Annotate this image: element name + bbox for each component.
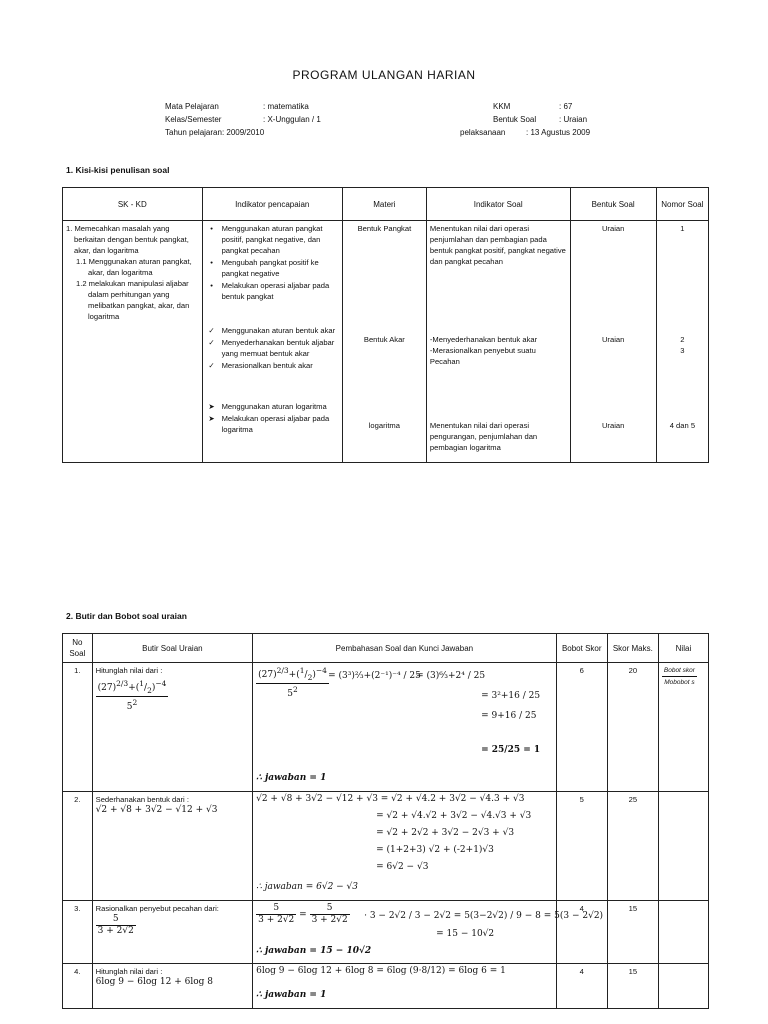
col-header: Indikator pencapaian	[202, 188, 342, 221]
indikator-soal-text: Menentukan nilai dari operasi pengurangan, penjumlahan dan pembagian logaritma	[429, 421, 538, 452]
kd-text: 1.1 Menggunakan aturan pangkat, akar, dan logaritma	[76, 257, 192, 277]
kelas-label: Kelas/Semester	[165, 115, 222, 124]
table-row	[63, 221, 709, 463]
sk-text: 1. Memecahkan masalah yang berkaitan dengan bentuk pangkat, akar, dan logaritma	[66, 224, 189, 255]
check-icon: ✓	[208, 326, 215, 335]
mapel-label: Mata Pelajaran	[165, 102, 219, 111]
indikator-cell	[202, 221, 342, 463]
solution-start: $\frac{5}{3 + 2√2}$ = $\frac{5}{3 + 2√2}$	[258, 903, 348, 925]
bobot-cell: 4	[556, 901, 607, 964]
meta-right	[460, 100, 680, 139]
col-header: Skor Maks.	[607, 634, 658, 663]
question-text: Sederhanakan bentuk dari :	[95, 795, 189, 804]
nilai-cell	[658, 663, 708, 792]
question-cell	[92, 901, 252, 964]
check-icon: ✓	[208, 338, 215, 347]
indikator-text: Menggunakan aturan pangkat positif, pangkat negative, dan pangkat pecahan	[221, 224, 323, 255]
tahun-label: Tahun pelajaran	[165, 128, 222, 137]
solution-step: √2 + √8 + 3√2 − √12 + √3 = √2 + √4.2 + 3√2 − √4.3 + √3	[256, 794, 525, 804]
bobot-cell: 5	[556, 792, 607, 901]
solution-step: = (3)⁶⁄₃+2⁴ / 25	[416, 671, 486, 681]
materi-text: Bentuk Pangkat	[357, 224, 412, 233]
bullet-icon: •	[210, 224, 213, 233]
no-cell: 3.	[63, 901, 93, 964]
list-item	[206, 401, 339, 412]
list-item	[206, 413, 339, 435]
kisi-kisi-table	[62, 187, 709, 463]
section1-heading: 1. Kisi-kisi penulisan soal	[66, 165, 170, 175]
pelaksanaan-label: pelaksanaan	[460, 128, 506, 137]
solution-cell	[253, 964, 557, 1009]
bentuk-value: : Uraian	[559, 115, 588, 124]
question-expression: 6log 9 − 6log 12 + 6log 8	[95, 977, 214, 987]
bullet-icon: •	[210, 281, 213, 290]
indikator-text: Melakukan operasi aljabar pada bentuk pangkat	[221, 281, 330, 301]
section2-heading: 2. Butir dan Bobot soal uraian	[66, 611, 187, 621]
question-expression: $\frac{5}{3 + 2√2}$	[97, 914, 134, 936]
kkm-label: KKM	[493, 102, 511, 111]
nomor-cell	[656, 221, 708, 463]
question-expression: $\frac{(27)^{2/3}+(^1/_2)^{-4}}{5^2}$	[97, 679, 167, 712]
indikator-text: Menggunakan aturan bentuk akar	[221, 326, 336, 335]
solution-cell	[253, 792, 557, 901]
solution-cell	[253, 901, 604, 964]
col-header: Materi	[342, 188, 426, 221]
question-cell	[92, 792, 252, 901]
solution-step: = 6√2 − √3	[376, 862, 429, 872]
nilai-formula	[662, 665, 697, 688]
no-cell: 4.	[63, 964, 93, 1009]
list-item	[206, 325, 339, 336]
mapel-value: : matematika	[263, 102, 309, 111]
nomor-text: 1	[680, 224, 685, 233]
indikator-soal-cell	[426, 221, 570, 463]
solution-step: = 3²+16 / 25	[481, 691, 541, 701]
bentuk-label: Bentuk Soal	[493, 115, 537, 124]
solution-step: = (1+2+3) √2 + (-2+1)√3	[376, 845, 494, 855]
materi-cell	[342, 221, 426, 463]
list-item	[206, 223, 339, 256]
bentuk-text: Uraian	[601, 421, 625, 430]
col-header: Bentuk Soal	[570, 188, 656, 221]
table-row	[63, 901, 709, 964]
solution-step: = 15 − 10√2	[436, 929, 495, 939]
col-header: No Soal	[63, 634, 93, 663]
tahun-value: : 2009/2010	[221, 128, 265, 137]
skor-cell: 15	[607, 964, 658, 1009]
solution-step: = √2 + √4.√2 + 3√2 − √4.√3 + √3	[376, 811, 532, 821]
solution-step: = 9+16 / 25	[481, 711, 537, 721]
kkm-value: : 67	[559, 102, 573, 111]
solution-start: $\frac{(27)^{2/3}+(^1/_2)^{-4}}{5^2}$	[258, 666, 327, 699]
question-text: Hitunglah nilai dari :	[95, 666, 163, 675]
list-item	[206, 360, 339, 371]
solution-step: = (3³)²⁄₃+(2⁻¹)⁻⁴ / 25	[328, 671, 421, 681]
arrow-icon: ➤	[208, 414, 215, 423]
bobot-cell: 4	[556, 964, 607, 1009]
solution-step: 6log 9 − 6log 12 + 6log 8 = 6log (9·8/12) = 6log 6 = 1	[256, 966, 506, 976]
bentuk-cell	[570, 221, 656, 463]
meta-left	[165, 100, 465, 139]
question-expression: √2 + √8 + 3√2 − √12 + √3	[95, 805, 218, 815]
col-header: SK - KD	[63, 188, 203, 221]
answer-text: ∴ jawaban = 1	[256, 990, 327, 1000]
indikator-text: Merasionalkan bentuk akar	[221, 361, 313, 370]
nilai-cell	[658, 964, 708, 1009]
list-item	[206, 257, 339, 279]
skor-cell: 20	[607, 663, 658, 792]
table-header-row	[63, 634, 709, 663]
indikator-text: Menggunakan aturan logaritma	[221, 402, 327, 411]
nomor-text: 2 3	[680, 335, 685, 355]
answer-text: ∴ jawaban = 15 − 10√2	[256, 946, 372, 956]
no-cell: 1.	[63, 663, 93, 792]
indikator-soal-text: Menentukan nilai dari operasi penjumlahan dan pembagian pada bentuk pangkat positif, pangkat negative dan pangkat pecahan	[429, 224, 566, 266]
col-header: Indikator Soal	[426, 188, 570, 221]
pelaksanaan-value: : 13 Agustus 2009	[526, 128, 591, 137]
bentuk-text: Uraian	[601, 224, 625, 233]
answer-text: ∴ jawaban = 6√2 − √3	[256, 882, 359, 892]
question-cell	[92, 663, 252, 792]
col-header: Nomor Soal	[656, 188, 708, 221]
list-item	[206, 280, 339, 302]
nilai-formula-top: Bobot skor	[662, 665, 697, 677]
nilai-cell	[658, 792, 708, 901]
materi-text: Bentuk Akar	[363, 335, 405, 344]
skor-cell: 15	[607, 901, 658, 964]
solution-step: = √2 + 2√2 + 3√2 − 2√3 + √3	[376, 828, 515, 838]
col-header: Butir Soal Uraian	[92, 634, 252, 663]
page-title: PROGRAM ULANGAN HARIAN	[292, 68, 476, 82]
col-header: Nilai	[658, 634, 708, 663]
question-text: Hitunglah nilai dari :	[95, 967, 163, 976]
indikator-text: Menyederhanakan bentuk aljabar yang memuat bentuk akar	[221, 338, 335, 358]
solution-step: = 25/25 = 1	[481, 745, 541, 755]
question-text: Rasionalkan penyebut pecahan dari:	[95, 904, 219, 913]
col-header: Pembahasan Soal dan Kunci Jawaban	[253, 634, 557, 663]
arrow-icon: ➤	[208, 402, 215, 411]
bobot-cell: 6	[556, 663, 607, 792]
table-row	[63, 792, 709, 901]
no-cell: 2.	[63, 792, 93, 901]
bullet-icon: •	[210, 258, 213, 267]
indikator-text: Mengubah pangkat positif ke pangkat negative	[221, 258, 319, 278]
question-cell	[92, 964, 252, 1009]
nilai-formula-bottom: Mobobot s	[664, 679, 695, 686]
butir-soal-table	[62, 633, 709, 1009]
materi-text: logaritma	[368, 421, 400, 430]
kd-text: 1.2 melakukan manipulasi aljabar dalam perhitungan yang melibatkan pangkat, akar, dan logaritma	[76, 279, 190, 321]
kelas-value: : X-Unggulan / 1	[263, 115, 321, 124]
solution-step: · 3 − 2√2 / 3 − 2√2 = 5(3−2√2) / 9 − 8 = 5(3 − 2√2)	[364, 911, 604, 921]
skor-cell: 25	[607, 792, 658, 901]
table-header-row	[63, 188, 709, 221]
solution-cell	[253, 663, 557, 792]
check-icon: ✓	[208, 361, 215, 370]
table-row	[63, 663, 709, 792]
nilai-cell	[658, 901, 708, 964]
list-item	[206, 337, 339, 359]
answer-text: ∴ jawaban = 1	[256, 773, 327, 783]
bentuk-text: Uraian	[601, 335, 625, 344]
indikator-text: Melakukan operasi aljabar pada logaritma	[221, 414, 330, 434]
table-row	[63, 964, 709, 1009]
indikator-soal-text: -Menyederhanakan bentuk akar -Merasionalkan penyebut suatu Pecahan	[429, 335, 538, 366]
col-header: Bobot Skor	[556, 634, 607, 663]
sk-kd-cell	[63, 221, 203, 463]
nomor-text: 4 dan 5	[669, 421, 696, 430]
